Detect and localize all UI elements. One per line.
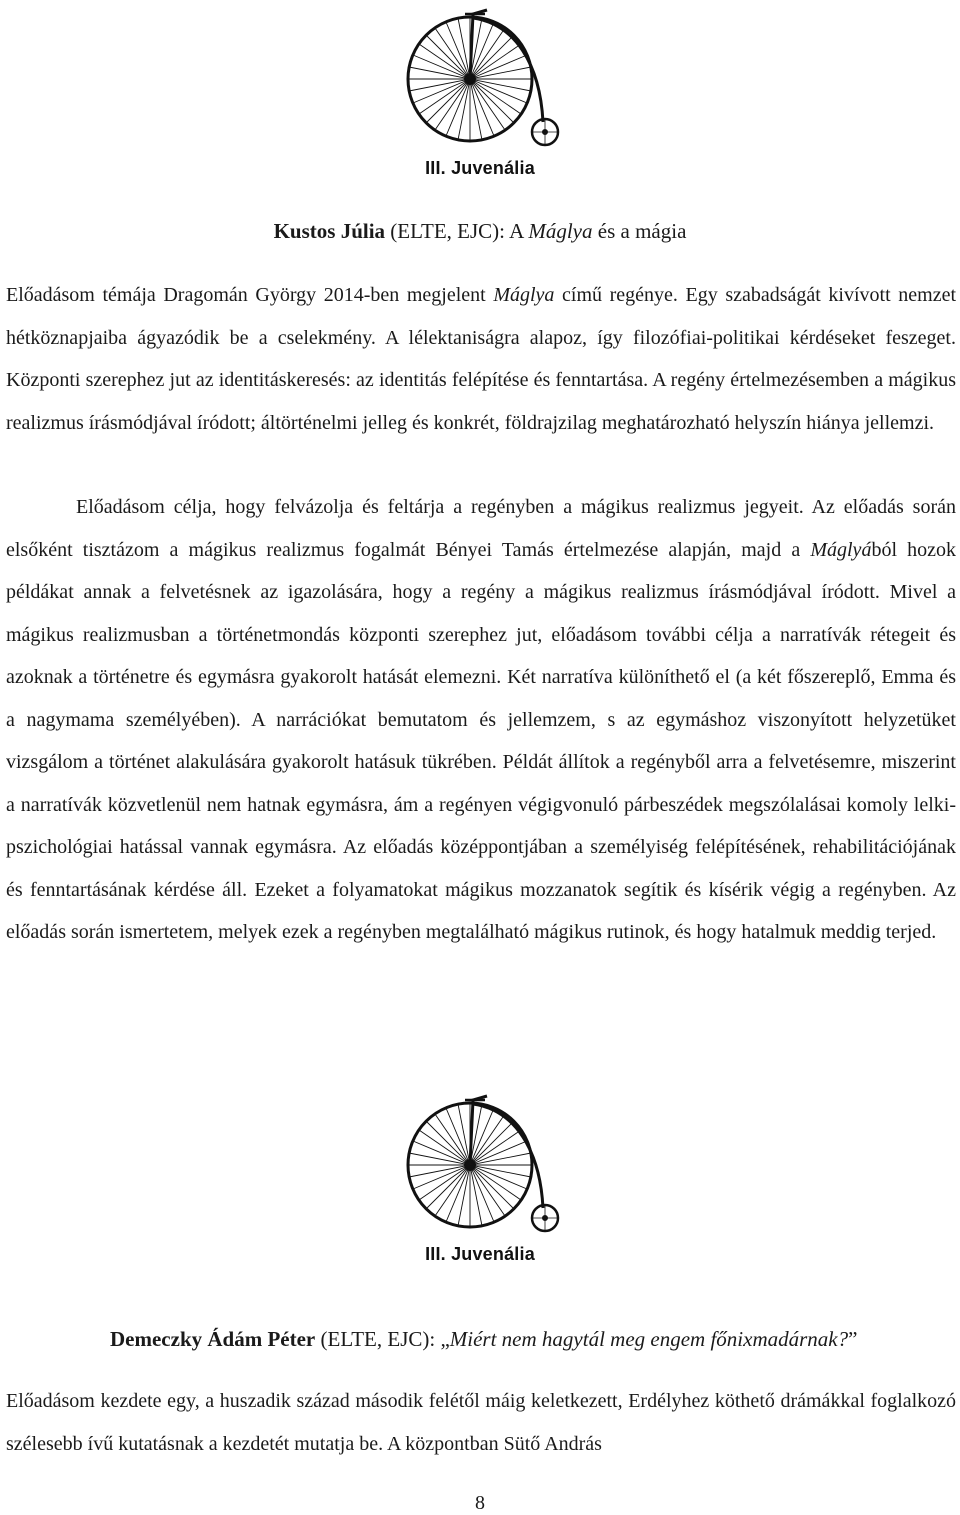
text-run: Előadásom témája Dragomán György 2014-ben megjelent: [6, 284, 494, 306]
title-italic: Máglya: [528, 219, 593, 243]
affiliation: (ELTE, EJC): „: [315, 1327, 450, 1351]
author-name: Kustos Júlia: [273, 219, 386, 243]
logo-caption: III. Juvenália: [425, 1244, 535, 1264]
title-rest: és a mágia: [592, 219, 687, 243]
abstract-paragraph: [6, 274, 956, 444]
logo-caption: III. Juvenália: [425, 158, 535, 178]
abstract-heading: [20, 1326, 940, 1352]
affiliation: (ELTE, EJC): A: [385, 219, 529, 243]
italic-run: Máglya: [493, 284, 555, 306]
text-run: Előadásom célja, hogy felvázolja és feltárja a regényben a mágikus realizmus jegyeit. Az előadás során elsőként tisztázom a mágikus realizmus fogalmát Bényei Tamás értelmezése alapján, majd a: [6, 496, 956, 561]
abstract-heading: [0, 218, 960, 244]
juvenalia-logo-top: [0, 4, 960, 179]
text-run: című regénye. Egy szabadságát kivívott nemzet hétköznapjaiba ágyazódik be a cselekmény. A lélektaniságra alapoz, így filozófiai-politikai kérdéseket feszeget. Központi szerephez jut az identitáskeresés: az identitás felépítése és fenntartása. A regény értelmezésemben a mágikus realizmus írásmódjával íródott; áltörténelmi jelleg és konkrét, földrajzilag meghatározható helyszín hiánya jellemzi.: [6, 284, 957, 434]
penny-farthing-icon: [395, 4, 565, 154]
italic-run: Máglyá: [810, 538, 872, 561]
abstract-paragraph: [6, 486, 956, 954]
text-run: ból hozok példákat annak a felvetésnek az igazolására, hogy a regény a mágikus realizmus írásmódjával íródott. Mivel a mágikus realizmusban a történetmondás központi szerephez jut, előadásom további célja a narratívák rétegeit és azoknak a történetre és egymásra gyakorolt hatását elemezni. Két narratíva különíthető el (a két főszereplő, Emma és a nagymama személyében). A narrációkat bemutatom és jellemzem, s az egymáshoz viszonyított helyzetüket vizsgálom a történet alakulására gyakorolt hatásuk tükrében. Példát állítok a regényből arra a felvetésemre, miszerint a narratívák közvetlenül nem hatnak egymásra, ám a regényen végigvonuló párbeszédek megszólalásai komoly lelki-pszichológiai hatással vannak egymásra. Az előadás középpontjában a személyiség felépítésének, rehabilitációjának és fenntartásának kérdése áll. Ezeket a folyamatokat mágikus mozzanatok segítik és kísérik végig a regényben. Az előadás során ismertetem, melyek ezek a regényben megtalálható mágikus rutinok, és hogy hatalmuk meddig terjed.: [6, 538, 956, 943]
title-close: ”: [848, 1327, 858, 1351]
penny-farthing-icon: [395, 1090, 565, 1240]
abstract-paragraph: Előadásom kezdete egy, a huszadik század második felétől máig keletkezett, Erdélyhez köthető drámákkal foglalkozó szélesebb ívű kutatásnak a kezdetét mutatja be. A központban Sütő András: [6, 1390, 956, 1455]
juvenalia-logo-bottom: [0, 1090, 960, 1265]
title-italic: Miért nem hagytál meg engem főnixmadárnak?: [449, 1327, 849, 1351]
page-number: 8: [475, 1492, 485, 1514]
author-name: Demeczky Ádám Péter: [110, 1327, 316, 1351]
